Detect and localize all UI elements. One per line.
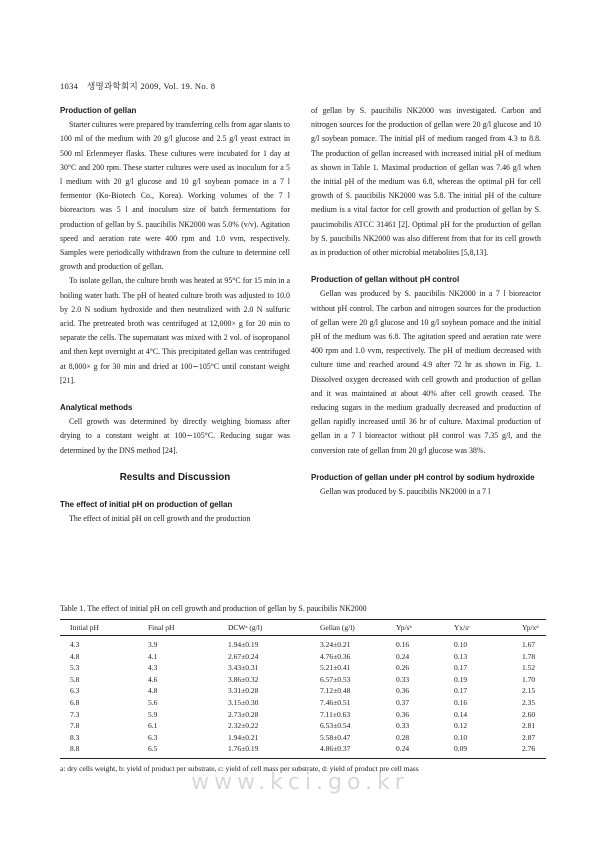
paragraph-under-ph-start: Gellan was produced by S. paucibilis NK2000 in a 7 l: [320, 487, 491, 497]
cell-final-ph: 4.3: [148, 663, 158, 673]
section-heading-analytical: Analytical methods: [60, 403, 133, 413]
cell-yps: 0.28: [396, 732, 410, 742]
table-row: [60, 743, 546, 758]
paragraph-production-1: Starter cultures were prepared by transferring cells from agar slants to 100 ml of the medium with 20 g/l glucose and 2.5 g/l yeast extract in 500 ml Erlenmeyer flasks. These cultures were incubated for 1 day at 30°C and 200 rpm. These starter cultures were used as inoculum for a 5 l medium with 20 g/l glucose and 10 g/l soybean pomace in a 7 l fermentor (Ko-Biotech Co., Korea). Working volumes of the 7 l bioreactors was 5 l and inoculum size of batch fermentations for production of gellan by S. paucibilis NK2000 was 5.0% (v/v). Agitation speed and aeration rate were 400 rpm and 1.0 vvm, respectively. Samples were periodically withdrawn from the culture to determine cell growth and production of gellan.: [60, 120, 290, 272]
cell-yxs: 0.13: [454, 651, 468, 661]
right-column: [311, 104, 541, 499]
data-table: [60, 619, 546, 759]
header-ypx: Yp/xᵈ: [522, 620, 546, 636]
cell-dcw: 3.86±0.32: [228, 674, 259, 684]
cell-ypx: 2.15: [522, 686, 536, 696]
header-yxs: Yx/sᶜ: [454, 620, 522, 636]
cell-ypx: 1.70: [522, 674, 536, 684]
cell-dcw: 2.73±0.28: [228, 709, 259, 719]
left-column: [60, 104, 290, 526]
table-row: [60, 709, 546, 721]
cell-dcw: 3.43±0.31: [228, 663, 259, 673]
cell-final-ph: 6.5: [148, 743, 228, 758]
table-row: [60, 732, 546, 744]
paragraph-effect-start: The effect of initial pH on cell growth and the production: [69, 514, 251, 524]
cell-yps: 0.24: [396, 651, 410, 661]
cell-yxs: 0.17: [454, 686, 468, 696]
cell-gellan: 6.53±0.54: [320, 721, 351, 731]
cell-initial-ph: 8.3: [70, 732, 80, 742]
section-heading-under-ph: Production of gellan under pH control by sodium hydroxide: [311, 472, 535, 482]
cell-yxs: 0.17: [454, 663, 468, 673]
cell-yxs: 0.10: [454, 640, 468, 649]
cell-initial-ph: 7.8: [70, 721, 80, 731]
cell-dcw: 2.32±0.22: [228, 721, 259, 731]
cell-yps: 0.36: [396, 709, 410, 719]
paragraph-effect-continued: of gellan by S. paucibilis NK2000 was investigated. Carbon and nitrogen sources for the production of gellan were 20 g/l glucose and 10 g/l soybean pomace. The initial pH of medium ranged from 4.3 to 8.8. The production of gellan increased with increased initial pH of medium as shown in Table 1. Maximal production of gellan was 7.46 g/l when the initial pH of the medium was 6.8, whereas the optimal pH for cell growth of S. paucibilis NK2000 was 5.8. The initial pH of the culture medium is a vital factor for cell growth and production of gellan by S. paucimobilis ATCC 31461 [2]. Optimal pH for the production of gellan by S. paucibilis NK2000 was also different from that for its cell growth as in production of other microbial metabolites [5,8,13].: [311, 106, 541, 258]
cell-gellan: 6.57±0.53: [320, 674, 351, 684]
cell-final-ph: 4.8: [148, 686, 158, 696]
cell-yps: 0.37: [396, 697, 410, 707]
cell-final-ph: 5.6: [148, 697, 158, 707]
cell-gellan: 7.12±0.48: [320, 686, 351, 696]
cell-yxs: 0.09: [454, 743, 522, 758]
cell-initial-ph: 7.3: [70, 709, 80, 719]
header-gellan: Gellan (g/l): [320, 620, 396, 636]
table-row: [60, 651, 546, 663]
header-dcw: DCWᵃ (g/l): [228, 620, 320, 636]
running-header: 1034 생명과학회지 2009, Vol. 19. No. 8: [60, 81, 216, 91]
cell-ypx: 2.60: [522, 709, 536, 719]
cell-yps: 0.26: [396, 663, 410, 673]
cell-dcw: 1.94±0.21: [228, 732, 259, 742]
header-final-ph: Final pH: [148, 620, 228, 636]
cell-gellan: 4.86±0.37: [320, 743, 396, 758]
cell-dcw: 2.67±0.24: [228, 651, 259, 661]
cell-final-ph: 3.9: [148, 640, 158, 649]
cell-yxs: 0.19: [454, 674, 468, 684]
cell-final-ph: 4.1: [148, 651, 158, 661]
cell-gellan: 5.21±0.41: [320, 663, 351, 673]
cell-yxs: 0.10: [454, 732, 468, 742]
header-initial-ph: Initial pH: [60, 620, 148, 636]
watermark: www.kci.go.kr: [191, 770, 409, 795]
table-row: [60, 685, 546, 697]
section-heading-effect-ph: The effect of initial pH on production of gellan: [60, 499, 233, 509]
cell-yxs: 0.16: [454, 697, 468, 707]
cell-gellan: 5.58±0.47: [320, 732, 351, 742]
table-caption: Table 1. The effect of initial pH on cell growth and production of gellan by S. paucibilis NK2000: [60, 604, 367, 613]
cell-ypx: 1.67: [522, 640, 536, 649]
cell-dcw: 3.31±0.28: [228, 686, 259, 696]
cell-dcw: 1.94±0.19: [228, 640, 259, 649]
cell-dcw: 1.76±0.19: [228, 743, 320, 758]
table-footnote: a: dry cells weight, b: yield of product per substrate, c: yield of cell mass per substrate, d: yield of product pre cell mass: [60, 763, 419, 773]
cell-yps: 0.36: [396, 686, 410, 696]
table-row: [60, 674, 546, 686]
cell-final-ph: 6.3: [148, 732, 158, 742]
table-row: [60, 636, 546, 651]
cell-ypx: 2.81: [522, 721, 536, 731]
paragraph-production-2: To isolate gellan, the culture broth was heated at 95°C for 15 min in a boiling water bath. The pH of heated culture broth was adjusted to 10.0 by 2.0 N sodium hydroxide and then neutralized with 2.0 N sulfuric acid. The pretreated broth was centrifuged at 12,000× g for 20 min to separate the cells. The supernatant was mixed with 2 vol. of isopropanol and then kept overnight at 4°C. This precipitated gellan was centrifuged at 8,000× g for 30 min and dried at 100∼105°C until constant weight [21].: [60, 276, 290, 385]
cell-final-ph: 4.6: [148, 674, 158, 684]
cell-ypx: 1.52: [522, 663, 536, 673]
cell-ypx: 1.78: [522, 651, 536, 661]
section-heading-results: Results and Discussion: [119, 471, 231, 483]
cell-dcw: 3.15±0.30: [228, 697, 259, 707]
table-header-row: [60, 620, 546, 636]
cell-initial-ph: 8.8: [60, 743, 148, 758]
paragraph-without-ph: Gellan was produced by S. paucibilis NK2000 in a 7 l bioreactor without pH control. The carbon and nitrogen sources for the production of gellan were 20 g/l glucose and 10 g/l soybean pomace and the initial pH of the medium was 6.8. The agitation speed and aeration rate were 400 rpm and 1.0 vvm, respectively. The pH of medium decreased with culture time and reached around 4.9 after 72 hr as shown in Fig. 1. Dissolved oxygen decreased with cell growth and production of gellan and it was maintained at about 40% after cell growth ceased. The reducing sugars in the medium gradually decreased and production of gellan rapidly increased until 36 hr of culture. Maximal production of gellan in a 7 l bioreactor without pH control was 7.35 g/l, and the conversion rate of gellan from 20 g/l glucose was 38%.: [311, 289, 541, 455]
cell-ypx: 2.76: [522, 743, 546, 758]
cell-initial-ph: 5.3: [70, 663, 80, 673]
table-1: [60, 603, 546, 774]
cell-ypx: 2.87: [522, 732, 536, 742]
cell-yxs: 0.12: [454, 721, 468, 731]
cell-initial-ph: 4.8: [70, 651, 80, 661]
cell-initial-ph: 4.3: [70, 640, 80, 649]
cell-yps: 0.33: [396, 674, 410, 684]
paragraph-analytical: Cell growth was determined by directly weighing biomass after drying to a constant weight at 100∼105°C. Reducing sugar was determined by the DNS method [24].: [60, 417, 290, 455]
cell-gellan: 7.11±0.63: [320, 709, 351, 719]
cell-gellan: 7.46±0.51: [320, 697, 351, 707]
table-row: [60, 697, 546, 709]
cell-initial-ph: 5.8: [70, 674, 80, 684]
cell-yps: 0.16: [396, 640, 410, 649]
cell-yxs: 0.14: [454, 709, 468, 719]
cell-initial-ph: 6.8: [70, 697, 80, 707]
cell-gellan: 3.24±0.21: [320, 640, 351, 649]
section-heading-production: Production of gellan: [60, 106, 137, 115]
cell-gellan: 4.76±0.36: [320, 651, 351, 661]
table-row: [60, 662, 546, 674]
cell-yps: 0.24: [396, 743, 454, 758]
cell-ypx: 2.35: [522, 697, 536, 707]
header-yps: Yp/sᵇ: [396, 620, 454, 636]
cell-final-ph: 6.1: [148, 721, 158, 731]
cell-yps: 0.33: [396, 721, 410, 731]
table-row: [60, 720, 546, 732]
section-heading-without-ph: Production of gellan without pH control: [311, 275, 460, 285]
cell-initial-ph: 6.3: [70, 686, 80, 696]
cell-final-ph: 5.9: [148, 709, 158, 719]
